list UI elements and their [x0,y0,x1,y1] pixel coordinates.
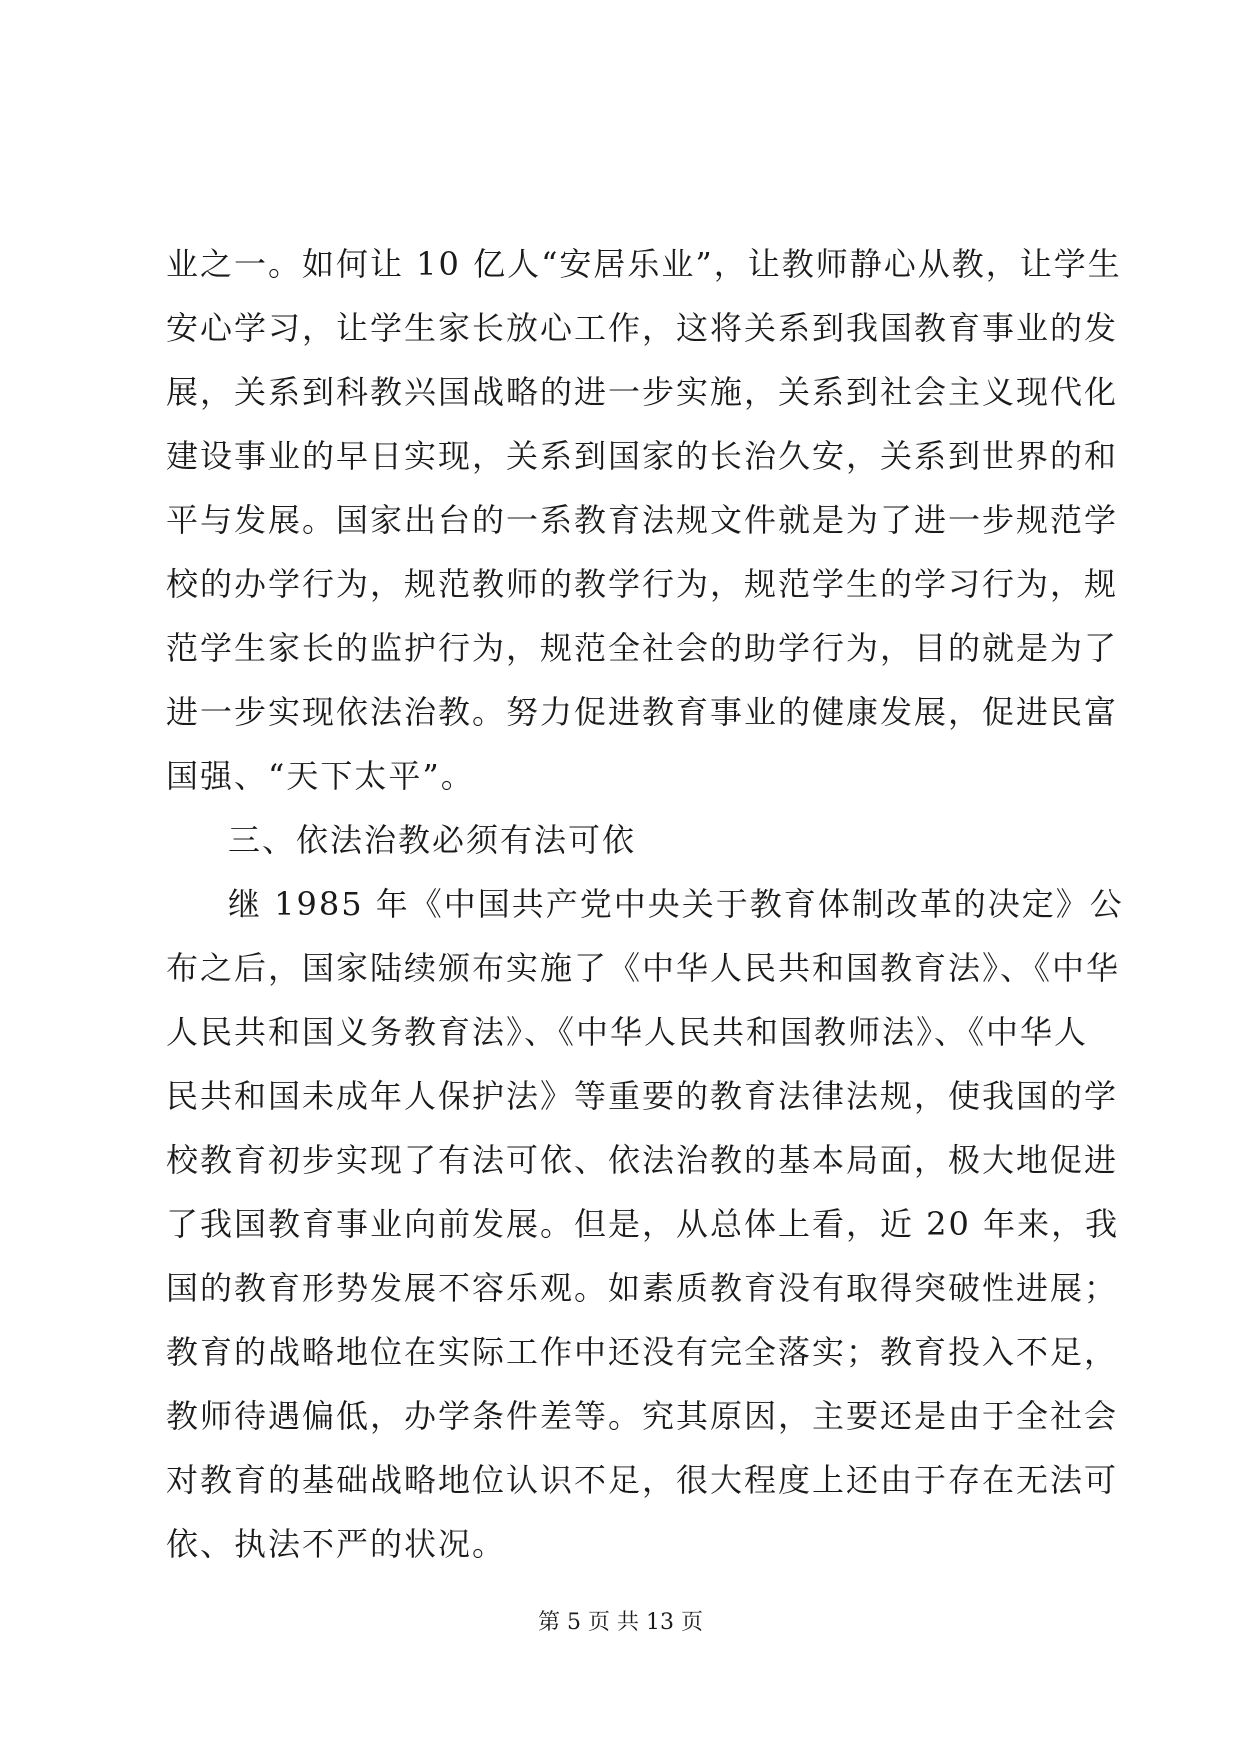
text-line: 进一步实现依法治教。努力促进教育事业的健康发展，促进民富 [166,693,1119,731]
text-line: 了我国教育事业向前发展。但是，从总体上看，近 20 年来，我 [166,1205,1120,1243]
text-line: 继 1985 年《中国共产党中央关于教育体制改革的决定》公 [228,885,1124,923]
text-line: 平与发展。国家出台的一系教育法规文件就是为了进一步规范学 [166,501,1119,539]
section-heading: 三、依法治教必须有法可依 [228,821,637,859]
text-line: 教师待遇偏低，办学条件差等。究其原因，主要还是由于全社会 [166,1397,1119,1435]
text-line: 校教育初步实现了有法可依、依法治教的基本局面，极大地促进 [166,1141,1119,1179]
text-line: 安心学习，让学生家长放心工作，这将关系到我国教育事业的发 [166,309,1119,347]
text-line: 人民共和国义务教育法》、《中华人民共和国教师法》、《中华人 [166,1013,1089,1051]
text-line: 依、执法不严的状况。 [166,1525,507,1563]
text-line: 展，关系到科教兴国战略的进一步实施，关系到社会主义现代化 [166,373,1119,411]
text-line: 范学生家长的监护行为，规范全社会的助学行为，目的就是为了 [166,629,1119,667]
text-line: 建设事业的早日实现，关系到国家的长治久安，关系到世界的和 [166,437,1119,475]
text-line: 布之后，国家陆续颁布实施了《中华人民共和国教育法》、《中华 [166,949,1121,987]
text-line: 对教育的基础战略地位认识不足，很大程度上还由于存在无法可 [166,1461,1119,1499]
text-line: 国强、“天下太平”。 [166,757,475,795]
text-line: 教育的战略地位在实际工作中还没有完全落实；教育投入不足， [166,1333,1119,1371]
page-number-footer: 第 5 页 共 13 页 [538,1610,703,1635]
text-line: 国的教育形势发展不容乐观。如素质教育没有取得突破性进展； [166,1269,1119,1307]
text-line: 业之一。如何让 10 亿人“安居乐业”，让教师静心从教，让学生 [166,245,1122,283]
body-text [166,232,1124,1576]
text-line: 校的办学行为，规范教师的教学行为，规范学生的学习行为，规 [166,565,1119,603]
text-line: 民共和国未成年人保护法》等重要的教育法律法规，使我国的学 [166,1077,1119,1115]
